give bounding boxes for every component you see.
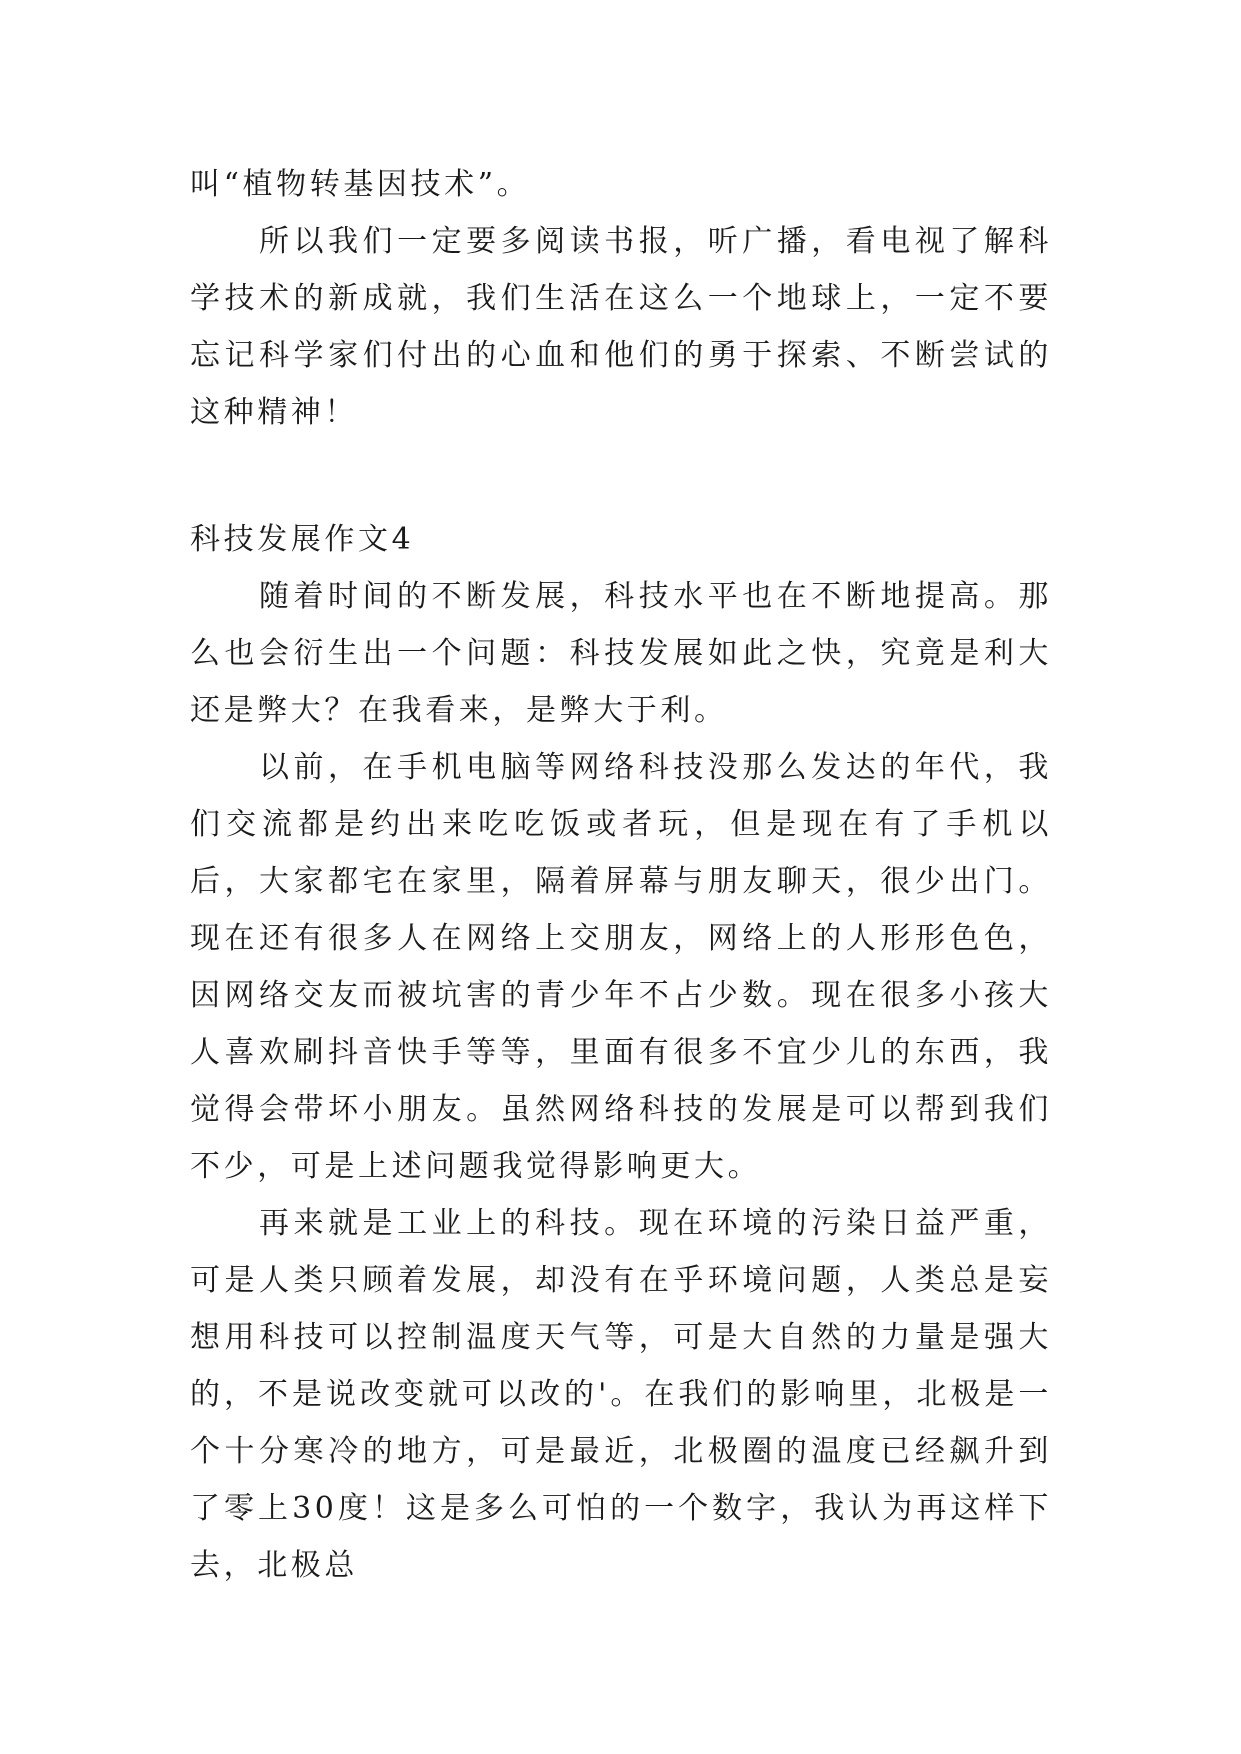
paragraph-continuation: 叫“植物转基因技术”。 <box>190 167 531 202</box>
paragraph-network: 以前，在手机电脑等网络科技没那么发达的年代，我们交流都是约出来吃吃饭或者玩，但是现在有了手机以后，大家都宅在家里，隔着屏幕与朋友聊天，很少出门。现在还有很多人在网络上交朋友，网络上的人形形色色，因网络交友而被坑害的青少年不占少数。现在很多小孩大人喜欢刷抖音快手等等，里面有很多不宜少儿的东西，我觉得会带坏小朋友。虽然网络科技的发展是可以帮到我们不少，可是上述问题我觉得影响更大。 <box>190 750 1052 1184</box>
section-title: 科技发展作文4 <box>190 522 415 557</box>
paragraph-industry: 再来就是工业上的科技。现在环境的污染日益严重，可是人类只顾着发展，却没有在乎环境问题，人类总是妄想用科技可以控制温度天气等，可是大自然的力量是强大的，不是说改变就可以改的'。在我们的影响里，北极是一个十分寒冷的地方，可是最近，北极圈的温度已经飙升到了零上30度！这是多么可怕的一个数字，我认为再这样下去，北极总 <box>190 1206 1052 1583</box>
paragraph-conclusion: 所以我们一定要多阅读书报，听广播，看电视了解科学技术的新成就，我们生活在这么一个地球上，一定不要忘记科学家们付出的心血和他们的勇于探索、不断尝试的这种精神！ <box>190 224 1052 430</box>
paragraph-intro: 随着时间的不断发展，科技水平也在不断地提高。那么也会衍生出一个问题：科技发展如此之快，究竟是利大还是弊大？在我看来，是弊大于利。 <box>190 579 1052 728</box>
document-page <box>190 156 1052 1594</box>
section-spacer <box>190 441 1052 511</box>
